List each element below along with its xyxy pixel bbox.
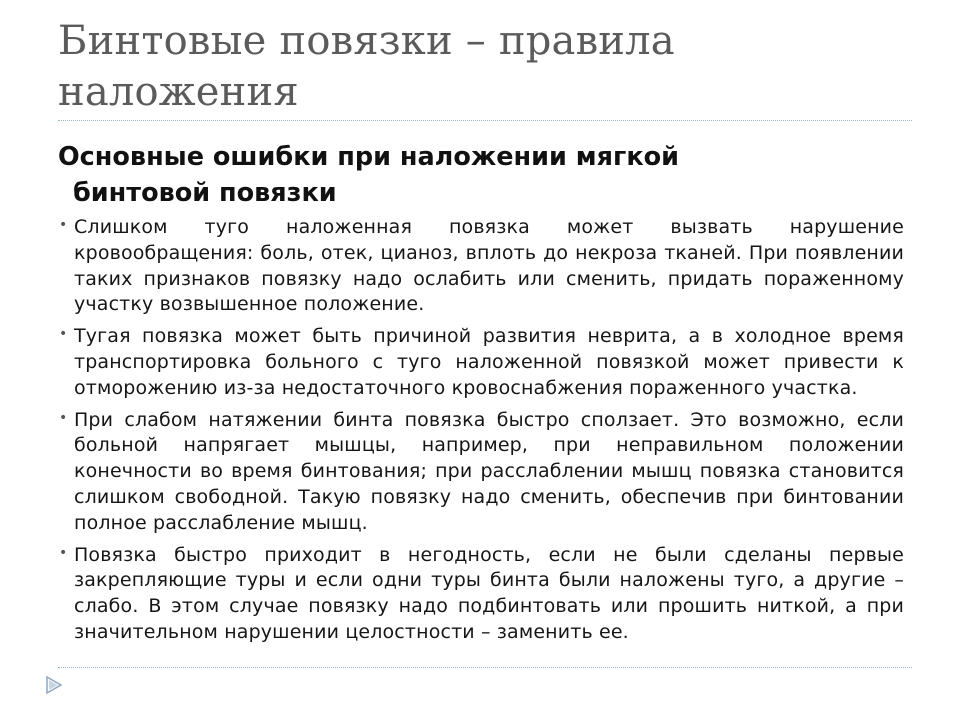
- error-list: [58, 215, 904, 652]
- bullet-icon: •: [59, 326, 68, 343]
- section-heading: [58, 139, 878, 211]
- title-divider: [58, 120, 912, 121]
- list-item: [58, 324, 904, 401]
- bullet-icon: •: [59, 217, 68, 233]
- section-heading-line-1: Основные ошибки при наложении мягкой: [58, 142, 680, 172]
- triangle-right-icon[interactable]: [46, 676, 62, 694]
- list-item: [58, 408, 904, 537]
- bullet-icon: •: [59, 544, 68, 561]
- list-item-text: При слабом натяжении бинта повязка быстро сползает. Это возможно, если больной напрягает мышцы, например, при неправильном положении конечности во время бинтования; при расслаблении мышц повязка становится слишком свободной. Такую повязку надо сменить, обеспечив при бинтовании полное расслабление мышц.: [74, 408, 904, 534]
- list-item-text: Повязка быстро приходит в негодность, если не были сделаны первые закрепляющие туры и если одни туры бинта были наложены туго, а другие – слабо. В этом случае повязку надо подбинтовать или прошить ниткой, а при значительном нарушении целостности – заменить ее.: [74, 543, 904, 643]
- section-heading-line-2: бинтовой повязки: [73, 178, 337, 208]
- list-item: [58, 215, 904, 318]
- list-item-text: Тугая повязка может быть причиной развития неврита, а в холодное время транспортировка больного с туго наложенной повязкой может привести к отморожению из-за недостаточного кровоснабжения пораженного участка.: [74, 325, 904, 399]
- bullet-icon: •: [59, 409, 68, 426]
- slide-title: Бинтовые повязки – правила наложения: [58, 18, 675, 115]
- list-item: [58, 543, 904, 646]
- bottom-divider: [58, 667, 912, 668]
- list-item-text: Слишком туго наложенная повязка может вызвать нарушение кровообращения: боль, отек, цианоз, вплоть до некроза тканей. При появлении таких признаков повязку надо ослабить или сменить, придать пораженному участку возвышенное положение.: [74, 216, 904, 316]
